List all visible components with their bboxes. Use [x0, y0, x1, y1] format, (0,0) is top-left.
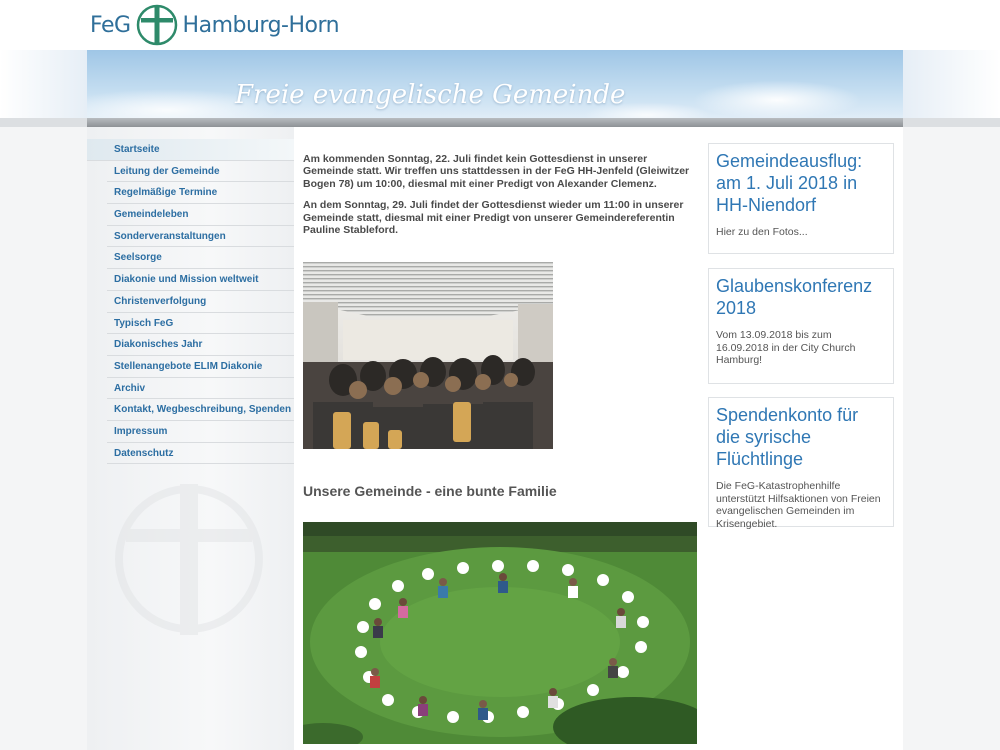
info-box-ausflug: [708, 143, 894, 254]
nav-item-gemeindeleben[interactable]: Gemeindeleben: [107, 204, 294, 226]
main-text: [303, 153, 698, 245]
nav-item-datenschutz[interactable]: Datenschutz: [107, 443, 294, 465]
banner-bar-side-left: [0, 118, 87, 127]
nav-item-typisch-feg[interactable]: Typisch FeG: [107, 313, 294, 335]
nav-item-diakonie-mission[interactable]: Diakonie und Mission weltweit: [107, 269, 294, 291]
section-heading: Unsere Gemeinde - eine bunte Familie: [303, 483, 557, 499]
nav-item-termine[interactable]: Regelmäßige Termine: [107, 182, 294, 204]
top-bar: [0, 0, 1000, 50]
photo-garden-circle: [303, 522, 697, 744]
banner-side-left: [0, 50, 87, 120]
logo-text-feg: FeG: [90, 12, 131, 38]
info-box-glaubenskonferenz: [708, 268, 894, 384]
banner-divider-bar: [87, 118, 903, 127]
sidebar: [87, 127, 294, 750]
box-text-ausflug[interactable]: Hier zu den Fotos...: [716, 226, 808, 238]
main-navigation: [87, 139, 294, 464]
cross-watermark-icon: [112, 482, 267, 637]
nav-item-impressum[interactable]: Impressum: [107, 421, 294, 443]
box-text-spendenkonto: Die FeG-Katastrophenhilfe unterstützt Hilfsaktionen von Freien evangelischen Gemeinden im Krisengebiet.: [716, 480, 881, 530]
banner-title: Freie evangelische Gemeinde: [235, 80, 626, 110]
nav-item-diakonisches-jahr[interactable]: Diakonisches Jahr: [107, 334, 294, 356]
logo-text-location: Hamburg-Horn: [182, 12, 340, 38]
header-banner: [87, 50, 903, 120]
box-title-spendenkonto[interactable]: Spendenkonto für die syrische Flüchtlinge: [716, 405, 859, 469]
nav-item-archiv[interactable]: Archiv: [107, 378, 294, 400]
nav-item-stellenangebote[interactable]: Stellenangebote ELIM Diakonie: [107, 356, 294, 378]
nav-item-christenverfolgung[interactable]: Christenverfolgung: [107, 291, 294, 313]
announcement-paragraph-1: Am kommenden Sonntag, 22. Juli findet kein Gottesdienst in unserer Gemeinde statt. Wir treffen uns stattdessen in der FeG HH-Jenfeld (Gleiwitzer Bogen 78) um 10:00, diesmal mit einer Predigt von Alexander Clemenz.: [303, 153, 690, 190]
nav-item-startseite[interactable]: Startseite: [87, 139, 294, 161]
info-box-spendenkonto: [708, 397, 894, 530]
nav-item-leitung[interactable]: Leitung der Gemeinde: [107, 161, 294, 183]
nav-item-seelsorge[interactable]: Seelsorge: [107, 247, 294, 269]
banner-side-right: [903, 50, 1000, 120]
banner-bar-side-right: [903, 118, 1000, 127]
site-logo[interactable]: [90, 4, 339, 46]
cross-logo-icon: [135, 3, 179, 47]
box-title-ausflug[interactable]: Gemeindeausflug: am 1. Juli 2018 in HH-Niendorf: [716, 151, 863, 215]
nav-item-kontakt[interactable]: Kontakt, Wegbeschreibung, Spenden: [107, 399, 294, 421]
box-text-glaubenskonferenz: Vom 13.09.2018 bis zum 16.09.2018 in der City Church Hamburg!: [716, 329, 856, 366]
announcement-paragraph-2: An dem Sonntag, 29. Juli findet der Gottesdienst wieder um 11:00 in unserer Gemeinde statt, diesmal mit einer Predigt von unserer Gemeindereferentin Pauline Stableford.: [303, 199, 684, 237]
box-title-glaubenskonferenz[interactable]: Glaubenskonferenz 2018: [716, 276, 873, 318]
page-content: [87, 127, 903, 750]
nav-item-sonderveranstaltungen[interactable]: Sonderveranstaltungen: [107, 226, 294, 248]
photo-church-hall: [303, 262, 553, 449]
